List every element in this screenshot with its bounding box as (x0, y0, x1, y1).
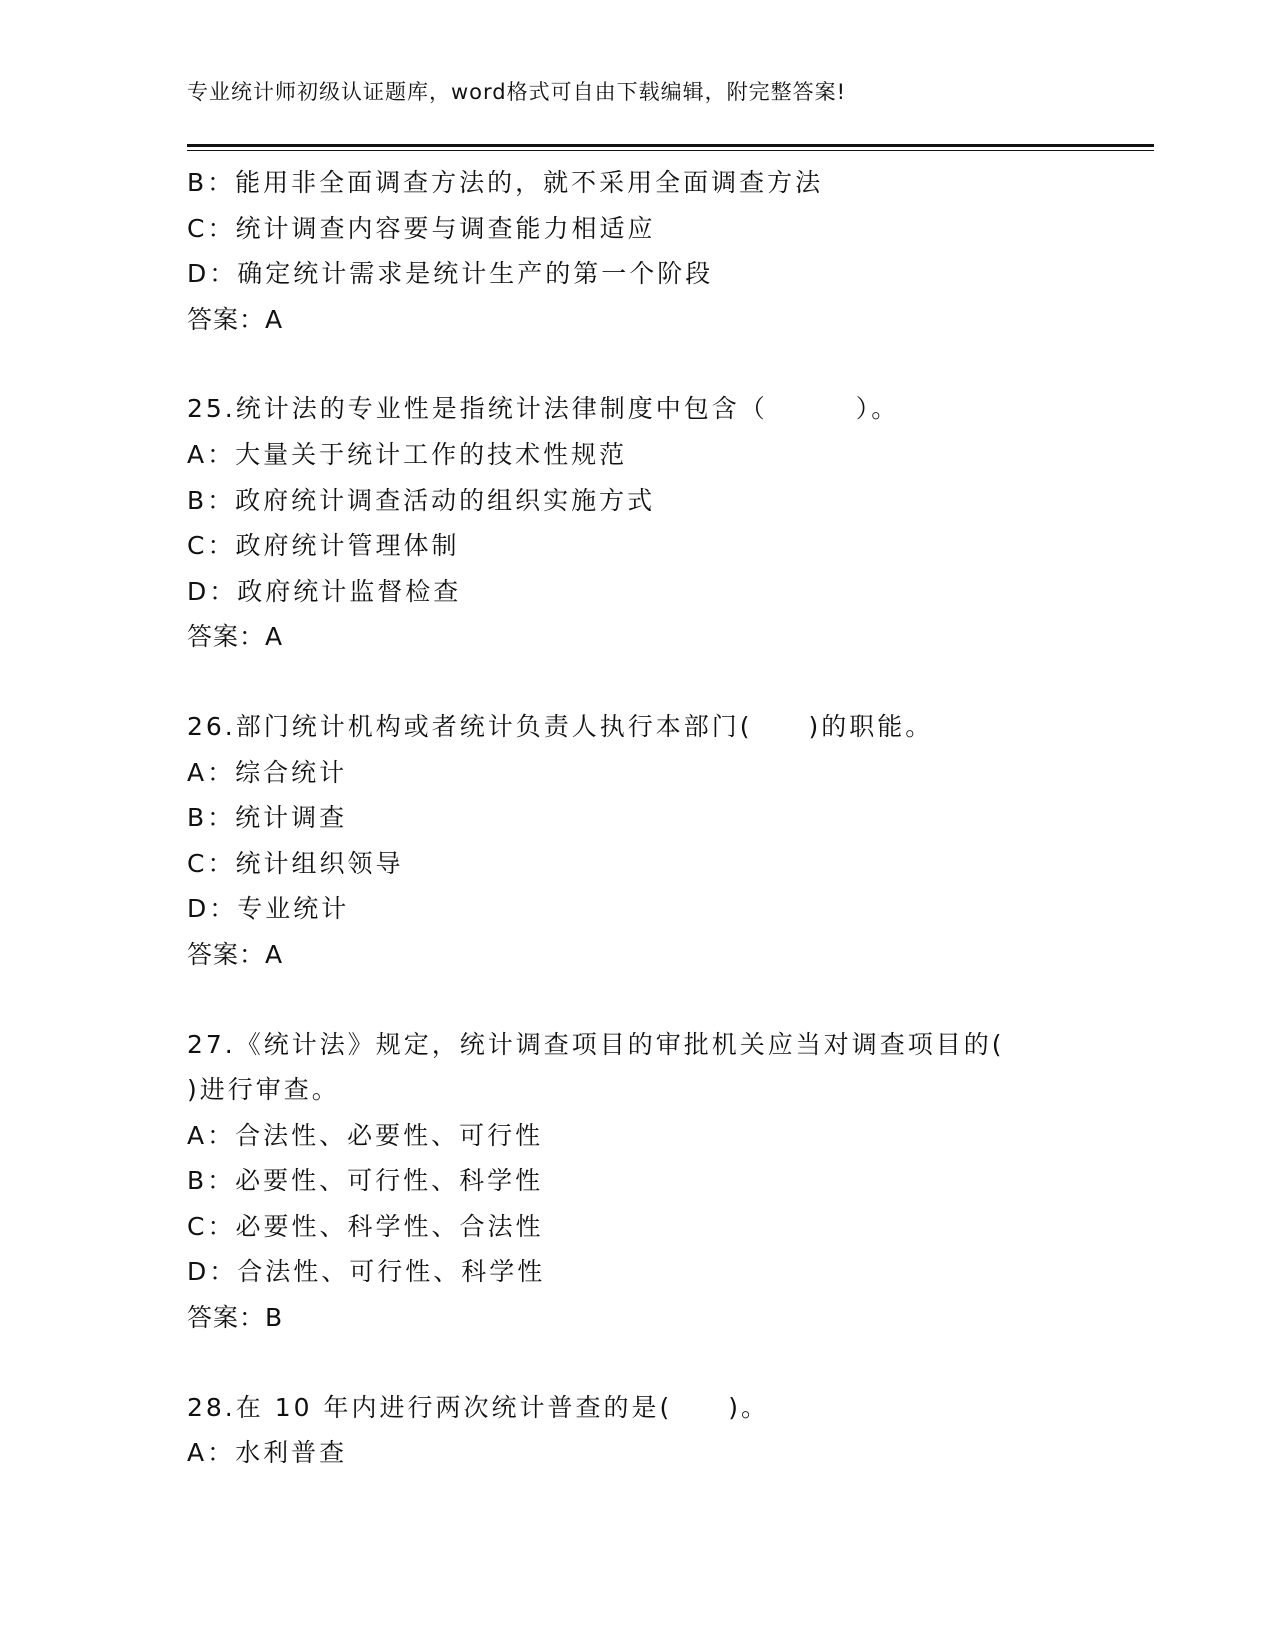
option-c: C：必要性、科学性、合法性 (187, 1211, 544, 1241)
question-24-continued (187, 160, 1067, 342)
header-rule-thick (187, 144, 1154, 147)
question-content (187, 160, 1067, 1476)
option-d: D：确定统计需求是统计生产的第一个阶段 (187, 259, 714, 289)
option-d: D：专业统计 (187, 894, 350, 924)
option-a: A：合法性、必要性、可行性 (187, 1120, 544, 1150)
stem-before: 28.在 10 年内进行两次统计普查的是( (187, 1392, 673, 1422)
stem-after: )。 (728, 1392, 769, 1422)
option-c: C：统计组织领导 (187, 848, 404, 878)
question-27 (187, 1022, 1067, 1341)
question-stem (187, 1385, 1067, 1431)
answer: 答案：A (187, 622, 284, 652)
option-d: D：合法性、可行性、科学性 (187, 1257, 546, 1287)
option-a: A：水利普查 (187, 1438, 348, 1468)
option-c: C：统计调查内容要与调查能力相适应 (187, 213, 656, 243)
option-a: A：大量关于统计工作的技术性规范 (187, 439, 628, 469)
stem-before: 26.部门统计机构或者统计负责人执行本部门( (187, 711, 753, 741)
answer: 答案：A (187, 304, 284, 334)
stem-after: )的职能。 (808, 711, 934, 741)
question-stem (187, 386, 1067, 432)
option-b: B：政府统计调查活动的组织实施方式 (187, 485, 656, 515)
option-b: B：统计调查 (187, 803, 348, 833)
header-rule-thin (187, 150, 1154, 151)
option-b: B：能用非全面调查方法的，就不采用全面调查方法 (187, 168, 824, 197)
stem-after: ）。 (855, 394, 900, 424)
option-a: A：综合统计 (187, 757, 348, 787)
question-25 (187, 386, 1067, 660)
question-stem (187, 704, 1067, 750)
question-28 (187, 1385, 1067, 1476)
option-d: D：政府统计监督检查 (187, 576, 462, 606)
stem-before: 25.统计法的专业性是指统计法律制度中包含（ (187, 394, 768, 424)
page-header: 专业统计师初级认证题库，word格式可自由下载编辑，附完整答案! (187, 80, 847, 104)
question-26 (187, 704, 1067, 978)
option-b: B：必要性、可行性、科学性 (187, 1166, 544, 1196)
question-stem-line-2: )进行审查。 (187, 1075, 340, 1105)
option-c: C：政府统计管理体制 (187, 531, 460, 561)
answer: 答案：A (187, 939, 284, 969)
answer: 答案：B (187, 1303, 284, 1333)
question-stem-line-1: 27.《统计法》规定，统计调查项目的审批机关应当对调查项目的( (187, 1029, 1005, 1059)
